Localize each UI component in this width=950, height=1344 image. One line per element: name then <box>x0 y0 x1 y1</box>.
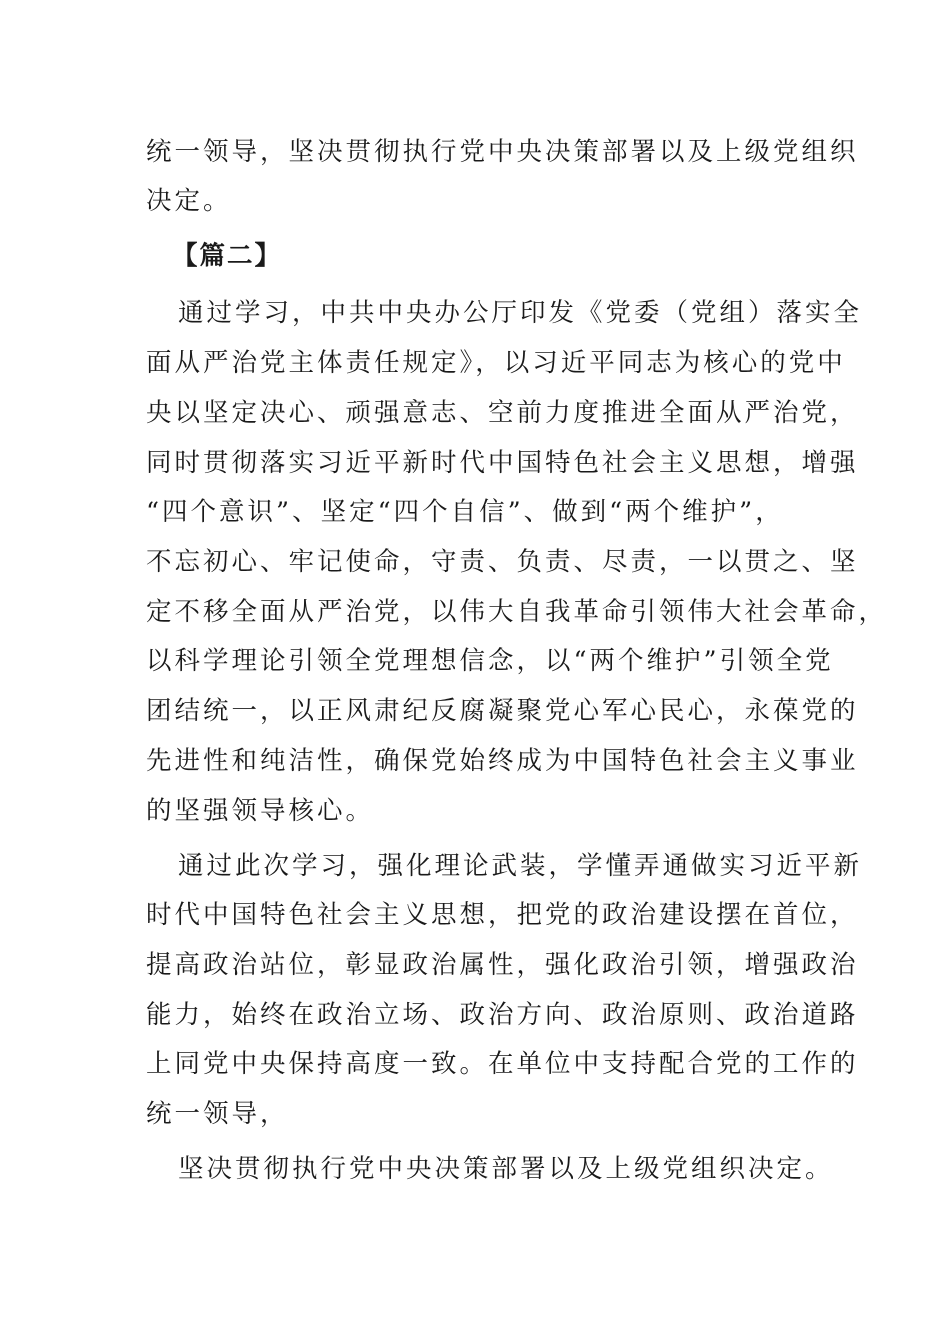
paragraph2-line-6: 统一领导， <box>146 1099 289 1129</box>
section-heading: 【篇二】 <box>172 241 283 271</box>
paragraph1-line-2: 面从严治党主体责任规定》，以习近平同志为核心的党中 <box>146 348 846 378</box>
intro-line-2: 决定。 <box>146 186 232 216</box>
paragraph1-line-4: 同时贯彻落实习近平新时代中国特色社会主义思想，增强 <box>146 448 859 478</box>
paragraph1-line-7: 定不移全面从严治党，以伟大自我革命引领伟大社会革命， <box>146 597 888 627</box>
paragraph1-line-1: 通过学习，中共中央办公厅印发《党委（党组）落实全 <box>178 298 863 328</box>
paragraph2-line-1: 通过此次学习，强化理论武装，学懂弄通做实习近平新 <box>178 851 863 881</box>
intro-line-1: 统一领导，坚决贯彻执行党中央决策部署以及上级党组织 <box>146 137 859 167</box>
paragraph1-line-6: 不忘初心、牢记使命，守责、负责、尽责，一以贯之、坚 <box>146 547 859 577</box>
paragraph1-line-10: 先进性和纯洁性，确保党始终成为中国特色社会主义事业 <box>146 746 859 776</box>
paragraph2-line-2: 时代中国特色社会主义思想，把党的政治建设摆在首位， <box>146 900 859 930</box>
paragraph2-line-3: 提高政治站位，彰显政治属性，强化政治引领，增强政治 <box>146 950 859 980</box>
paragraph2-line-4: 能力，始终在政治立场、政治方向、政治原则、政治道路 <box>146 1000 859 1030</box>
paragraph3-line-1: 坚决贯彻执行党中央决策部署以及上级党组织决定。 <box>178 1154 834 1184</box>
paragraph1-line-9: 团结统一，以正风肃纪反腐凝聚党心军心民心，永葆党的 <box>146 696 859 726</box>
paragraph1-line-5: “四个意识”、坚定“四个自信”、做到“两个维护”， <box>146 497 784 527</box>
paragraph1-line-11: 的坚强领导核心。 <box>146 796 375 826</box>
paragraph1-line-3: 央以坚定决心、顽强意志、空前力度推进全面从严治党， <box>146 398 859 428</box>
paragraph1-line-8: 以科学理论引领全党理想信念，以“两个维护”引领全党 <box>146 646 834 676</box>
paragraph2-line-5: 上同党中央保持高度一致。在单位中支持配合党的工作的 <box>146 1049 859 1079</box>
